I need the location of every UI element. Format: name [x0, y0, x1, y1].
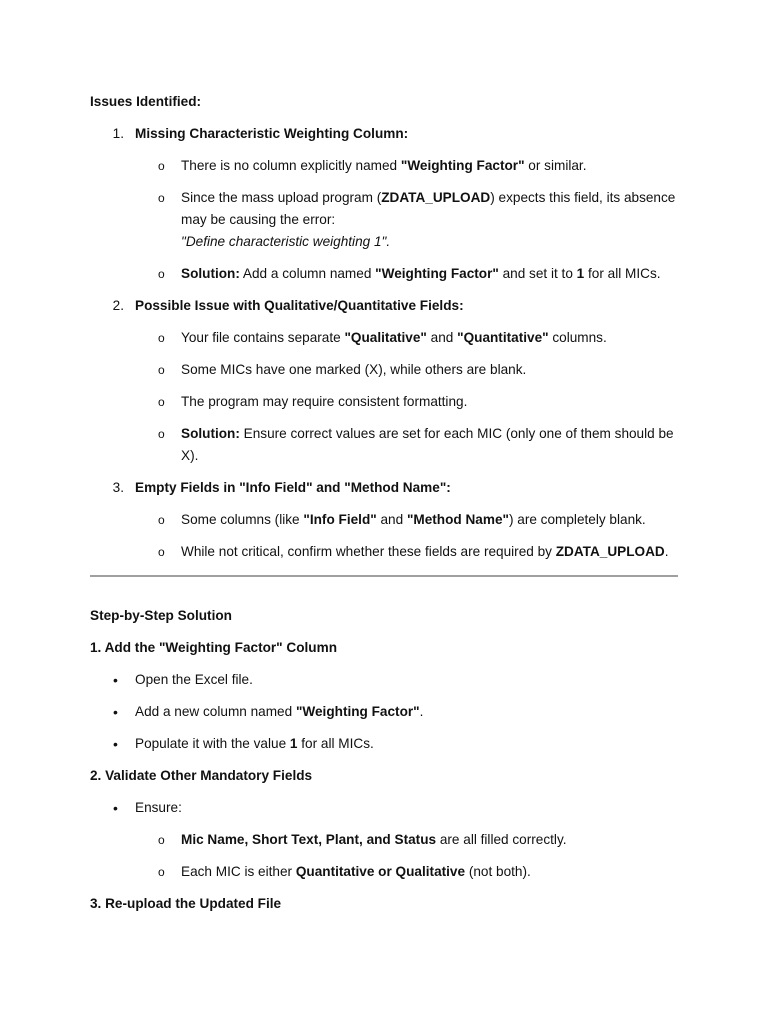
- bullet-marker: o: [158, 513, 165, 527]
- issue-bullet: Some columns (like "Info Field" and "Method Name") are completely blank.: [181, 512, 646, 527]
- issue-number: 2.: [112, 298, 124, 313]
- issue-bullet: While not critical, confirm whether these fields are required by ZDATA_UPLOAD.: [181, 544, 669, 559]
- issue-title: Missing Characteristic Weighting Column:: [135, 126, 409, 141]
- step-item: Populate it with the value 1 for all MICs.: [135, 736, 374, 751]
- step-item: Add a new column named "Weighting Factor".: [135, 704, 424, 719]
- issue-title: Possible Issue with Qualitative/Quantitative Fields:: [135, 298, 464, 313]
- bullet-marker: o: [158, 267, 165, 281]
- bullet-marker: •: [113, 672, 118, 688]
- issue-bullet: Some MICs have one marked (X), while others are blank.: [181, 362, 527, 377]
- bullet-marker: o: [158, 331, 165, 345]
- issue-bullet: The program may require consistent formatting.: [181, 394, 468, 409]
- issue-bullet: Your file contains separate "Qualitative" and "Quantitative" columns.: [181, 330, 607, 345]
- bullet-marker: o: [158, 159, 165, 173]
- issue-bullet-continuation: X).: [181, 448, 199, 463]
- step-item: Open the Excel file.: [135, 672, 253, 687]
- bullet-marker: o: [158, 395, 165, 409]
- step-subitem: Each MIC is either Quantitative or Qualitative (not both).: [181, 864, 531, 879]
- bullet-marker: •: [113, 736, 118, 752]
- horizontal-divider: [90, 575, 678, 577]
- solution-heading: Step-by-Step Solution: [90, 608, 232, 623]
- step-subitem: Mic Name, Short Text, Plant, and Status are all filled correctly.: [181, 832, 567, 847]
- error-message: "Define characteristic weighting 1".: [181, 234, 391, 249]
- bullet-marker: •: [113, 704, 118, 720]
- step-title: 2. Validate Other Mandatory Fields: [90, 768, 313, 783]
- issue-bullet-continuation: may be causing the error:: [181, 212, 336, 227]
- bullet-marker: o: [158, 191, 165, 205]
- step-item: Ensure:: [135, 800, 182, 815]
- bullet-marker: o: [158, 427, 165, 441]
- issue-bullet: Solution: Add a column named "Weighting Factor" and set it to 1 for all MICs.: [181, 266, 661, 281]
- bullet-marker: •: [113, 800, 118, 816]
- step-title: 1. Add the "Weighting Factor" Column: [90, 640, 337, 655]
- issue-bullet: There is no column explicitly named "Weighting Factor" or similar.: [181, 158, 587, 173]
- step-title: 3. Re-upload the Updated File: [90, 896, 282, 911]
- bullet-marker: o: [158, 363, 165, 377]
- issue-bullet: Solution: Ensure correct values are set for each MIC (only one of them should be: [181, 426, 674, 441]
- bullet-marker: o: [158, 865, 165, 879]
- issue-number: 1.: [112, 126, 124, 141]
- issues-heading: Issues Identified:: [90, 94, 202, 109]
- issue-number: 3.: [112, 480, 124, 495]
- bullet-marker: o: [158, 833, 165, 847]
- bullet-marker: o: [158, 545, 165, 559]
- issue-bullet: Since the mass upload program (ZDATA_UPLOAD) expects this field, its absence: [181, 190, 676, 205]
- issue-title: Empty Fields in "Info Field" and "Method Name":: [135, 480, 451, 495]
